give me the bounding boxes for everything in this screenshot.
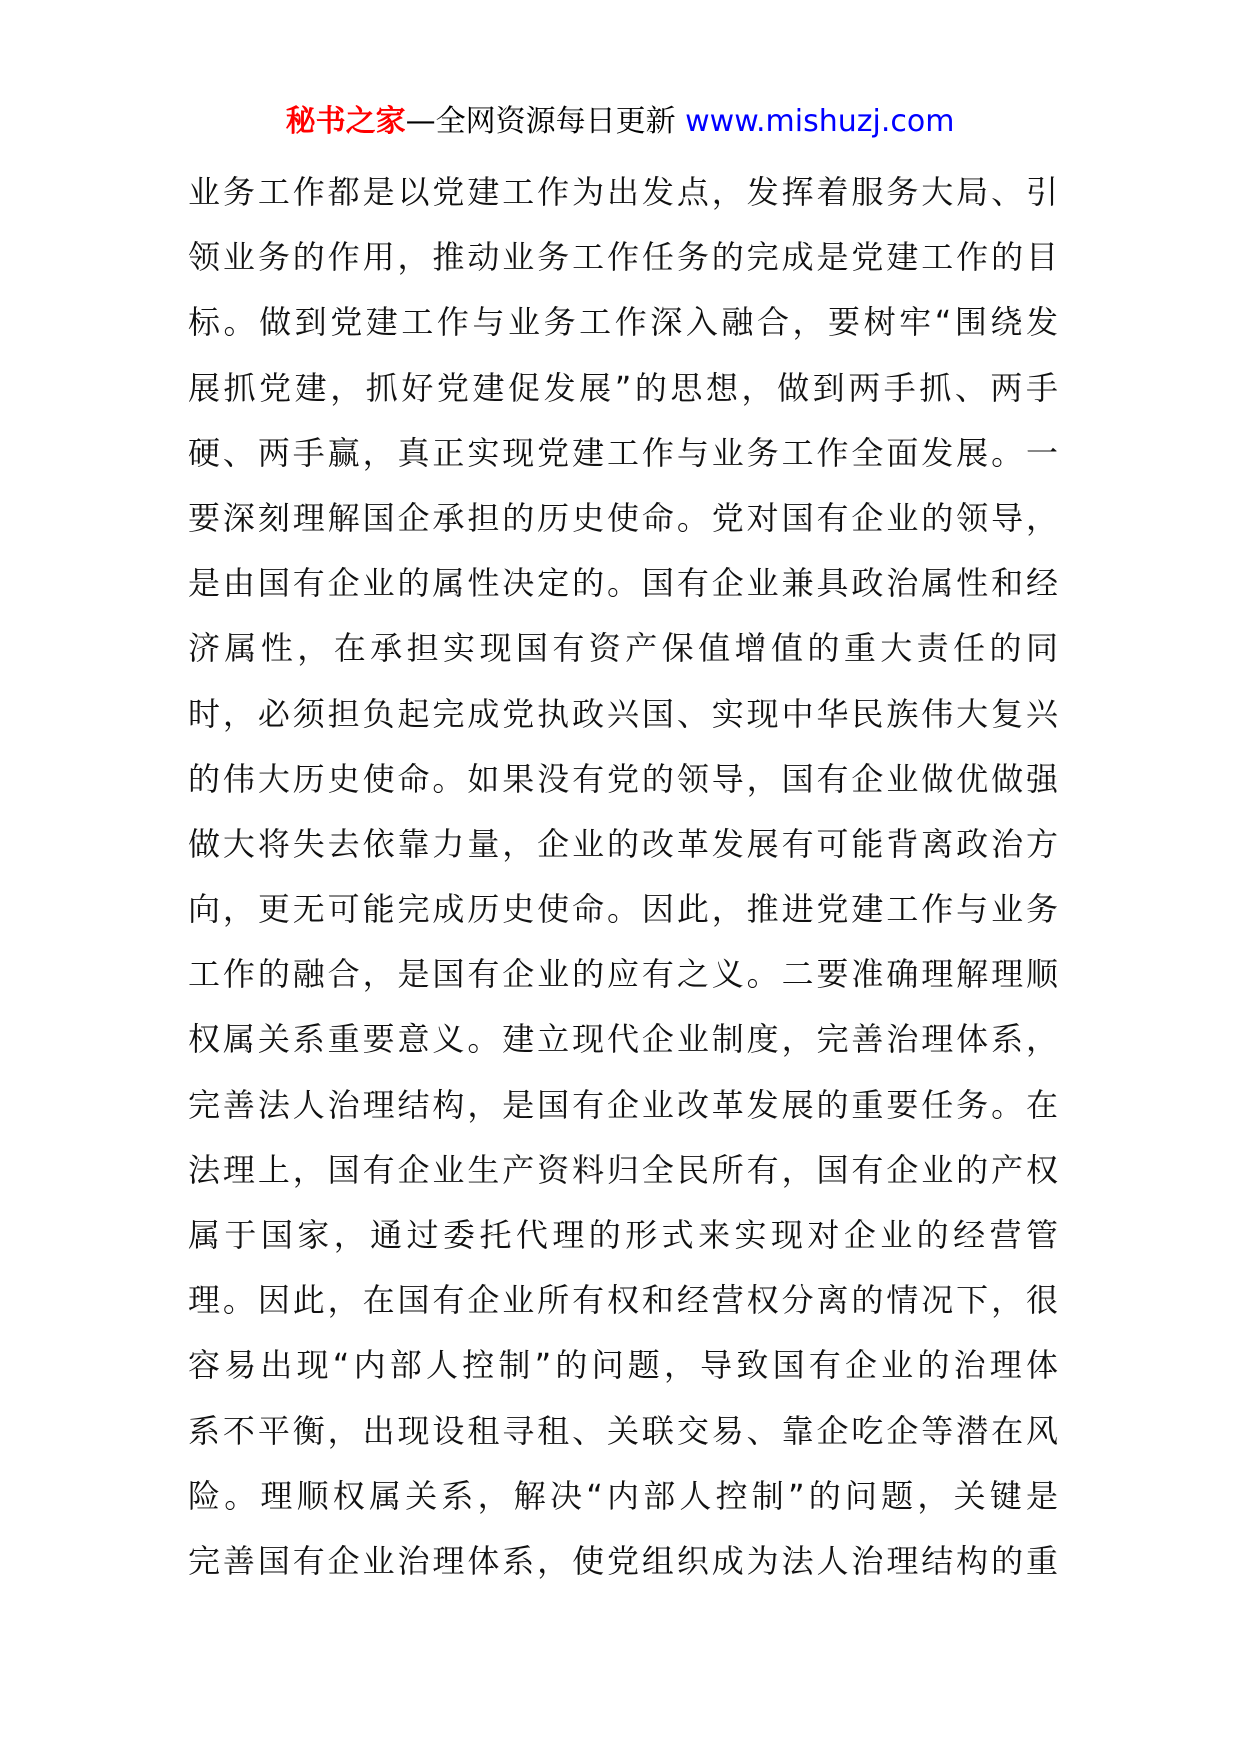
text-line: 领业务的作用，推动业务工作任务的完成是党建工作的目 bbox=[188, 238, 1058, 277]
document-body bbox=[188, 160, 1058, 1594]
text-line: 工作的融合，是国有企业的应有之义。二要准确理解理顺 bbox=[188, 955, 1058, 994]
text-line: 权属关系重要意义。建立现代企业制度，完善治理体系， bbox=[188, 1020, 1058, 1059]
text-line: 向，更无可能完成历史使命。因此，推进党建工作与业务 bbox=[188, 890, 1058, 929]
site-tagline: —全网资源每日更新 bbox=[405, 104, 676, 139]
text-line: 容易出现“内部人控制”的问题，导致国有企业的治理体 bbox=[188, 1346, 1058, 1385]
text-line: 是由国有企业的属性决定的。国有企业兼具政治属性和经 bbox=[188, 564, 1058, 603]
text-line: 业务工作都是以党建工作为出发点，发挥着服务大局、引 bbox=[188, 173, 1058, 211]
text-line: 完善国有企业治理体系，使党组织成为法人治理结构的重 bbox=[188, 1541, 1058, 1580]
text-line: 做大将失去依靠力量，企业的改革发展有可能背离政治方 bbox=[188, 824, 1058, 863]
text-line: 时，必须担负起完成党执政兴国、实现中华民族伟大复兴 bbox=[188, 694, 1058, 733]
text-line: 硬、两手赢，真正实现党建工作与业务工作全面发展。一 bbox=[188, 433, 1058, 472]
site-brand: 秘书之家 bbox=[285, 104, 406, 139]
text-line: 法理上，国有企业生产资料归全民所有，国有企业的产权 bbox=[188, 1150, 1058, 1189]
text-line: 系不平衡，出现设租寻租、关联交易、靠企吃企等潜在风 bbox=[188, 1411, 1058, 1450]
text-line: 险。理顺权属关系，解决“内部人控制”的问题，关键是 bbox=[188, 1476, 1058, 1515]
text-line: 展抓党建，抓好党建促发展”的思想，做到两手抓、两手 bbox=[188, 368, 1058, 407]
text-line: 济属性，在承担实现国有资产保值增值的重大责任的同 bbox=[188, 629, 1058, 668]
text-line: 理。因此，在国有企业所有权和经营权分离的情况下，很 bbox=[188, 1281, 1058, 1320]
text-line: 属于国家，通过委托代理的形式来实现对企业的经营管 bbox=[188, 1216, 1058, 1254]
site-url-link[interactable]: www.mishuzj.com bbox=[685, 104, 955, 139]
page-header bbox=[0, 104, 1240, 140]
text-line: 标。做到党建工作与业务工作深入融合，要树牢“围绕发 bbox=[188, 303, 1058, 342]
text-line: 的伟大历史使命。如果没有党的领导，国有企业做优做强 bbox=[188, 759, 1058, 798]
text-line: 完善法人治理结构，是国有企业改革发展的重要任务。在 bbox=[188, 1085, 1058, 1124]
text-line: 要深刻理解国企承担的历史使命。党对国有企业的领导， bbox=[188, 498, 1058, 537]
